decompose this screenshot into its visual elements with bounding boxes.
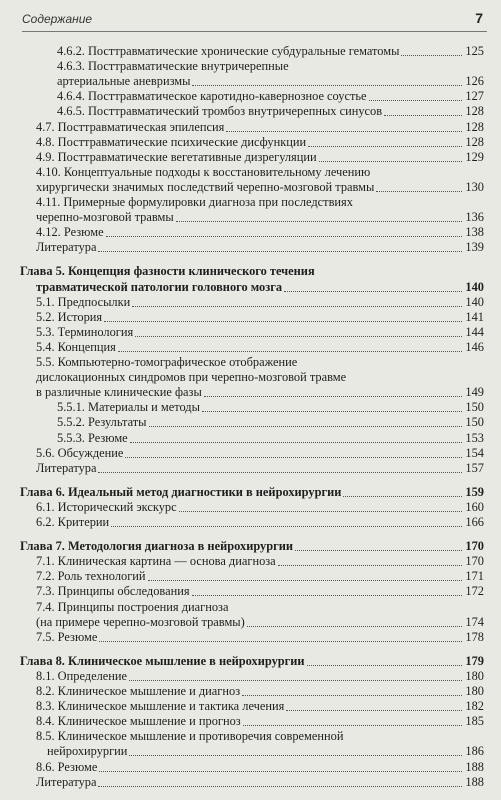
toc-leader-dots <box>247 626 463 627</box>
toc-leader-dots <box>401 55 462 56</box>
toc-entry <box>36 280 484 295</box>
toc-entry-title: 7.3. Принципы обследования <box>36 584 190 599</box>
toc-leader-dots <box>98 786 462 787</box>
toc-entry-page: 182 <box>465 699 484 714</box>
toc-entry-page: 160 <box>465 499 484 514</box>
toc-entry <box>36 340 484 355</box>
toc-leader-dots <box>319 161 463 162</box>
toc-entry-title: Литература <box>36 774 97 789</box>
toc-entry <box>36 729 484 744</box>
toc-leader-dots <box>192 85 462 86</box>
toc-leader-dots <box>98 251 462 252</box>
toc-entry <box>36 385 484 400</box>
toc-entry <box>36 210 484 225</box>
toc-leader-dots <box>204 396 463 397</box>
toc-entry <box>57 44 484 59</box>
toc-leader-dots <box>278 565 463 566</box>
toc-entry-title: 5.5.3. Резюме <box>57 430 128 445</box>
toc-leader-dots <box>202 411 462 412</box>
toc-entry-page: 129 <box>465 149 484 164</box>
toc-entry-title: 4.10. Концептуальные подходы к восстановительному лечению <box>36 164 371 179</box>
toc-entry-title: 5.4. Концепция <box>36 339 116 354</box>
toc-leader-dots <box>129 680 462 681</box>
toc-entry-page: 127 <box>465 89 484 104</box>
toc-entry-page: 153 <box>465 430 484 445</box>
toc-entry-page: 170 <box>465 539 484 554</box>
toc-entry-title: 5.2. История <box>36 309 103 324</box>
toc-entry-page: 136 <box>465 210 484 225</box>
toc-entry-page: 141 <box>465 309 484 324</box>
toc-entry <box>57 59 484 74</box>
toc-entry <box>36 569 484 584</box>
toc-entry <box>36 180 484 195</box>
toc-leader-dots <box>118 351 463 352</box>
toc-entry-page: 144 <box>465 324 484 339</box>
toc-entry-page: 150 <box>465 415 484 430</box>
toc-entry-title: черепно-мозговой травмы <box>36 210 174 225</box>
toc-entry-page: 188 <box>465 774 484 789</box>
toc-leader-dots <box>376 191 462 192</box>
toc-entry-page: 126 <box>465 74 484 89</box>
toc-entry-title: 4.9. Посттравматические вегетативные дизрегуляции <box>36 149 317 164</box>
toc-entry-title: 4.6.2. Посттравматические хронические субдуральные гематомы <box>57 44 400 58</box>
toc-entry-title: артериальные аневризмы <box>57 74 191 89</box>
toc-entry-title: 4.6.3. Посттравматические внутричерепные <box>57 59 289 74</box>
toc-entry-page: 179 <box>465 653 484 668</box>
toc-entry-title: 8.1. Определение <box>36 668 128 683</box>
toc-entry-title: 4.7. Посттравматическая эпилепсия <box>36 119 225 134</box>
toc-entry <box>36 195 484 210</box>
toc-entry-title: 5.3. Терминология <box>36 324 134 339</box>
toc-entry-page: 138 <box>465 225 484 240</box>
toc-entry <box>36 135 484 150</box>
toc-entry-page: 170 <box>465 554 484 569</box>
toc-entry-title: 7.1. Клиническая картина — основа диагноза <box>36 554 276 569</box>
toc-entry-title: Литература <box>36 460 97 475</box>
toc-entry-title: в различные клинические фазы <box>36 385 202 400</box>
toc-entry-title: 8.6. Резюме <box>36 759 98 774</box>
toc-entry-title: Литература <box>36 240 97 255</box>
toc-entry <box>36 684 484 699</box>
toc-entry-title: 5.5. Компьютерно-томографическое отображение <box>36 355 298 369</box>
toc-leader-dots <box>179 511 463 512</box>
toc-entry-title: 8.3. Клиническое мышление и тактика лечения <box>36 699 285 714</box>
toc-entry-title: 4.6.5. Посттравматический тромбоз внутричерепных синусов <box>57 104 383 119</box>
toc-leader-dots <box>343 496 462 497</box>
toc-leader-dots <box>111 526 462 527</box>
toc-leader-dots <box>176 221 463 222</box>
running-title: Содержание <box>22 12 93 26</box>
toc-entry-page: 128 <box>465 119 484 134</box>
toc-entry-page: 180 <box>465 668 484 683</box>
toc-entry-page: 157 <box>465 460 484 475</box>
toc-entry-page: 125 <box>465 44 484 58</box>
toc-entry-title: 5.6. Обсуждение <box>36 445 124 460</box>
toc-entry-page: 154 <box>465 445 484 460</box>
toc-leader-dots <box>104 321 462 322</box>
toc-entry-title: хирургически значимых последствий черепно-мозговой травмы <box>36 179 375 194</box>
toc-entry <box>57 415 484 430</box>
toc-entry <box>36 600 484 615</box>
toc-entry <box>36 370 484 385</box>
toc-chapter-entry <box>20 485 484 500</box>
toc-leader-dots <box>149 426 463 427</box>
toc-entry-page: 159 <box>465 484 484 499</box>
toc-leader-dots <box>295 550 462 551</box>
page-number: 7 <box>475 10 483 26</box>
toc-entry <box>36 775 484 790</box>
toc-leader-dots <box>125 457 462 458</box>
toc-entry <box>36 310 484 325</box>
toc-leader-dots <box>192 595 463 596</box>
toc-entry <box>36 355 484 370</box>
toc-leader-dots <box>284 291 462 292</box>
toc-entry-title: 8.5. Клиническое мышление и противоречия современной <box>36 729 344 744</box>
toc-entry-page: 178 <box>465 629 484 644</box>
toc-entry <box>36 240 484 255</box>
toc-entry-title: нейрохирургии <box>47 744 128 759</box>
toc-entry <box>36 584 484 599</box>
toc-leader-dots <box>99 771 462 772</box>
toc-leader-dots <box>369 100 463 101</box>
toc-entry <box>36 714 484 729</box>
toc-chapter-entry <box>20 539 484 554</box>
toc-entry-page: 174 <box>465 614 484 629</box>
toc-entry <box>36 120 484 135</box>
toc-entry <box>36 615 484 630</box>
toc-entry <box>57 74 484 89</box>
page-header <box>22 9 487 32</box>
toc-entry-title: Глава 6. Идеальный метод диагностики в нейрохирургии <box>20 484 342 499</box>
toc-entry <box>36 669 484 684</box>
toc-entry-title: дислокационных синдромов при черепно-мозговой травме <box>36 370 347 385</box>
toc-entry-page: 149 <box>465 385 484 400</box>
toc-entry <box>36 461 484 476</box>
toc-entry-title: (на примере черепно-мозговой травмы) <box>36 614 245 629</box>
toc-entry-title: 7.2. Роль технологий <box>36 569 146 584</box>
toc-entry-title: Глава 5. Концепция фазности клинического течения <box>20 264 315 279</box>
toc-leader-dots <box>129 755 462 756</box>
toc-entry-page: 128 <box>465 104 484 119</box>
toc-entry-title: 5.1. Предпосылки <box>36 294 131 309</box>
toc-entry <box>36 500 484 515</box>
toc-entry-title: 8.4. Клиническое мышление и прогноз <box>36 714 241 729</box>
toc-entry-page: 128 <box>465 134 484 149</box>
toc-entry <box>36 225 484 240</box>
toc-entry-page: 150 <box>465 400 484 415</box>
toc-entry <box>36 515 484 530</box>
toc-entry <box>36 325 484 340</box>
toc-entry <box>57 400 484 415</box>
toc-leader-dots <box>242 695 462 696</box>
toc-leader-dots <box>148 580 463 581</box>
toc-entry <box>36 295 484 310</box>
toc-entry <box>36 165 484 180</box>
toc-entry-title: 6.2. Критерии <box>36 515 110 529</box>
toc-entry-page: 171 <box>465 569 484 584</box>
toc-entry-title: 7.5. Резюме <box>36 629 98 644</box>
toc-leader-dots <box>286 710 462 711</box>
toc-entry-title: 7.4. Принципы построения диагноза <box>36 599 229 614</box>
toc-entry <box>36 554 484 569</box>
toc-entry-title: травматической патологии головного мозга <box>36 279 283 294</box>
toc-leader-dots <box>384 115 462 116</box>
toc-entry-title: 4.12. Резюме <box>36 225 104 240</box>
toc-entry-page: 140 <box>465 294 484 309</box>
toc-chapter-entry <box>20 654 484 669</box>
toc-leader-dots <box>243 725 463 726</box>
toc-leader-dots <box>130 442 463 443</box>
toc-leader-dots <box>106 236 463 237</box>
toc-entry <box>57 89 484 104</box>
toc-entry-page: 130 <box>465 179 484 194</box>
toc-leader-dots <box>308 146 462 147</box>
toc-leader-dots <box>226 131 462 132</box>
toc-leader-dots <box>132 306 462 307</box>
toc-entry <box>36 699 484 714</box>
toc-entry-page: 185 <box>465 714 484 729</box>
toc-entry <box>36 446 484 461</box>
toc-entry-title: 4.11. Примерные формулировки диагноза при последствиях <box>36 195 353 209</box>
toc-entry-page: 180 <box>465 684 484 698</box>
toc-entry-title: Глава 7. Методология диагноза в нейрохирургии <box>20 539 294 554</box>
toc-leader-dots <box>98 472 462 473</box>
toc-entry-page: 139 <box>465 240 484 255</box>
toc-entry <box>57 104 484 119</box>
toc-entry-title: 5.5.2. Результаты <box>57 415 147 430</box>
toc-chapter-entry <box>20 264 484 279</box>
toc-entry <box>36 760 484 775</box>
toc-entry-title: 5.5.1. Материалы и методы <box>57 400 200 415</box>
toc-entry-page: 146 <box>465 339 484 354</box>
toc-entry-page: 188 <box>465 759 484 774</box>
toc-entry-page: 172 <box>465 584 484 599</box>
toc-entry-title: 6.1. Исторический экскурс <box>36 499 177 514</box>
toc-entry-page: 166 <box>465 515 484 529</box>
toc-entry-title: Глава 8. Клиническое мышление в нейрохирургии <box>20 653 305 668</box>
toc-entry <box>36 150 484 165</box>
toc-entry-title: 4.8. Посттравматические психические дисфункции <box>36 134 307 149</box>
toc-entry-title: 4.6.4. Посттравматическое каротидно-кавернозное соустье <box>57 89 367 104</box>
toc-entry-page: 186 <box>465 744 484 759</box>
toc-entry <box>47 744 484 759</box>
toc-entry-page: 140 <box>465 279 484 294</box>
toc-leader-dots <box>135 336 462 337</box>
toc-entry-title: 8.2. Клиническое мышление и диагноз <box>36 684 241 698</box>
toc-leader-dots <box>307 665 463 666</box>
toc-leader-dots <box>99 641 462 642</box>
toc-entry <box>36 630 484 645</box>
toc-entry <box>57 431 484 446</box>
